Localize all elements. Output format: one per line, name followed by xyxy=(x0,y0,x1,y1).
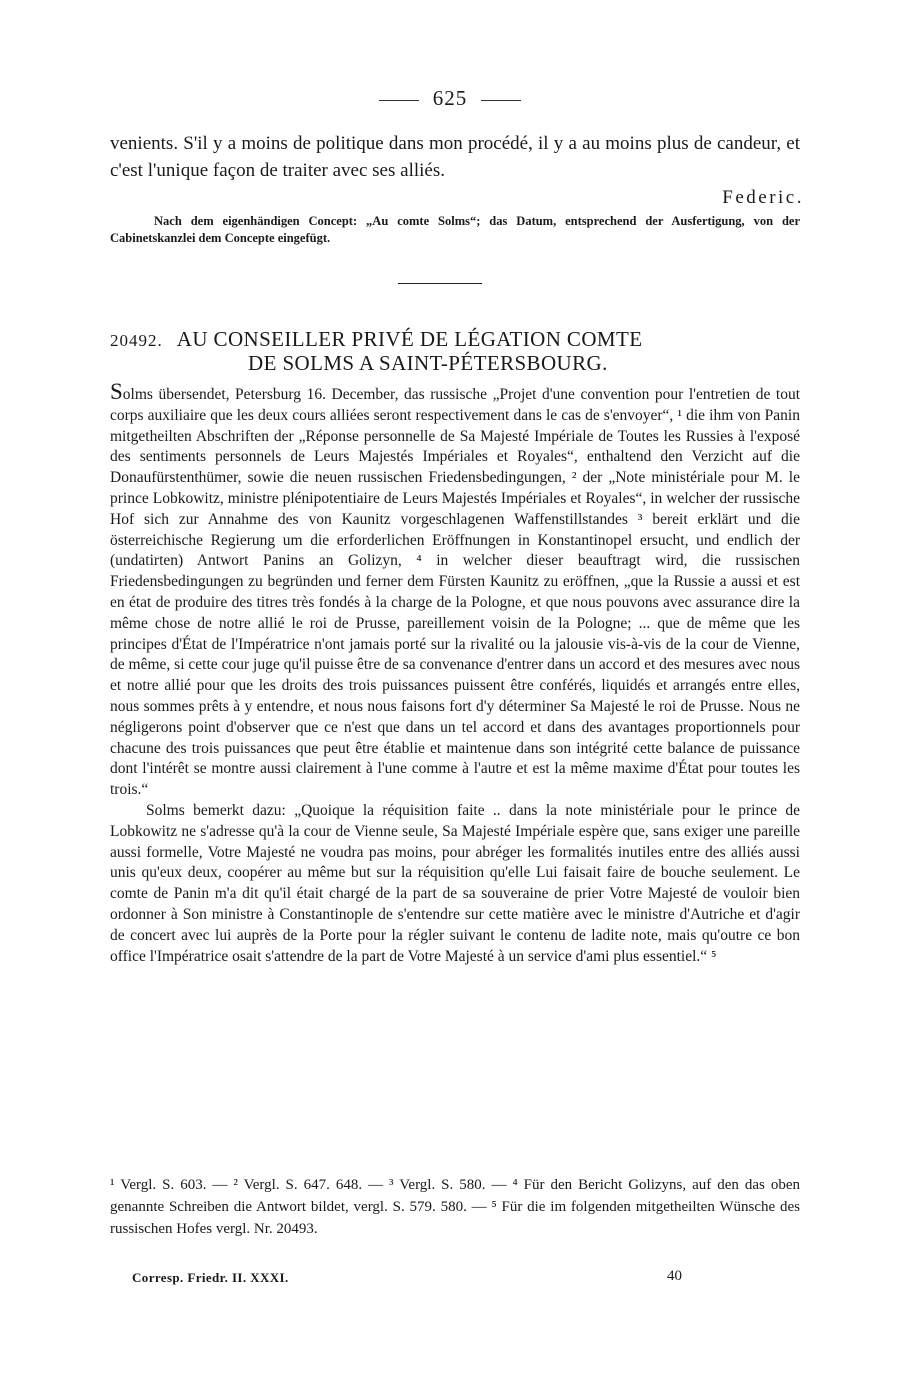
section-divider xyxy=(398,283,482,284)
signature: Federic. xyxy=(722,187,804,208)
source-note: Nach dem eigenhändigen Concept: „Au comte Solms“; das Datum, entsprechend der Ausfertigung, von der Cabinetskanzlei dem Concepte eingefügt. xyxy=(110,214,800,245)
paragraph-2: Solms bemerkt dazu: „Quoique la réquisition faite .. dans la note ministériale pour le prince de Lobkowitz ne s'adresse qu'à la cour de Vienne seule, Sa Majesté Impériale espère que, sans exiger une pareille aussi formelle, Votre Majesté ne voudra pas moins, pour abréger les formalités inutiles entre des alliés aussi unis qu'eux deux, coopérer au même but sur la réquisition qu'elle Lui faisait faire de bouche seulement. Le comte de Panin m'a dit qu'il était chargé de la part de sa souveraine de prier Votre Majesté de vouloir bien ordonner à Son ministre à Constantinople de s'entendre sur cette matière avec le ministre d'Autriche et d'agir de concert avec lui auprès de la Porte pour la régler suivant le contenu de ladite note, mais qu'outre ce bon office l'Impératrice osait s'attendre de la part de Votre Majesté à un service d'ami plus essentiel.“ ⁵ xyxy=(110,801,800,965)
letter-title-line1 xyxy=(110,328,800,352)
page-number: 625 xyxy=(432,86,468,110)
paragraph-1 xyxy=(110,379,800,801)
letter-body xyxy=(110,379,800,967)
paragraph-1-text: olms übersendet, Petersburg 16. December, das russische „Projet d'une convention pour l'entretien de tout corps auxiliaire que les deux cours alliées seront respectivement dans le cas de s'envoyer“, ¹ die ihm von Panin mitgetheilten Abschriften der „Réponse personnelle de Sa Majesté Impériale de Toutes les Russies à l'exposé des sentiments personnels de Leurs Majestés Impériales et Royales“, enthaltend den Verzicht auf die Donaufürstenthümer, sowie die neuen russischen Friedensbedingungen, ² der „Note ministériale pour M. le prince Lobkowitz, ministre plénipotentiaire de Leurs Majestés Impériales et Royales“, in welcher der russische Hof sich zur Annahme des von Kaunitz vorgeschlagenen Waffenstillstandes ³ bereit erklärt und die österreichische Regierung um die erforderlichen Eröffnungen in Konstantinopel ersucht, und endlich der (undatirten) Antwort Panins an Golizyn, ⁴ in welcher dieser beauftragt wird, die russischen Friedensbedingungen zu begründen und ferner dem Fürsten Kaunitz zu eröffnen, „que la Russie a aussi et est en état de produire des titres très fondés à la charge de la Pologne, et que nous pouvons avec assurance dire la même chose de notre allié le roi de Prusse, pareillement voisin de la Pologne; ... que de même que les principes d'État de l'Impératrice n'ont jamais porté sur la rivalité ou la jalousie vis-à-vis de la cour de Vienne, de même, si cette cour juge qu'il puisse être de sa convenance d'entrer dans un accord et des mesures avec nous et notre allié pour que les droits des trois puissances puissent être conférés, liquidés et arrangés entre elles, nous sommes prêts à y entendre, et nous nous faisons fort d'y déterminer Sa Majesté le roi de Prusse. Nous ne négligerons point d'observer que ce n'est que dans un tel accord et dans des avantages proportionnels pour chacune des trois puissances que peut être établie et maintenue dans son intégrité cette balance de puissance dont l'intérêt se montre aussi clairement à l'une comme à l'autre et est la même maxime d'État pour toutes les trois.“ xyxy=(110,386,800,799)
letter-heading xyxy=(110,328,800,375)
footnotes: ¹ Vergl. S. 603. — ² Vergl. S. 647. 648. — ³ Vergl. S. 580. — ⁴ Für den Bericht Golizyns, auf den das oben genannte Schreiben die Antwort bildet, vergl. S. 579. 580. — ⁵ Für die im folgenden mitgetheilten Wünsche des russischen Hofes vergl. Nr. 20493. xyxy=(110,1177,800,1237)
letter-title-text1: AU CONSEILLER PRIVÉ DE LÉGATION COMTE xyxy=(176,327,643,351)
drop-initial: S xyxy=(110,379,123,404)
header-dash-right xyxy=(481,100,521,101)
header-dash-left xyxy=(379,100,419,101)
page-header xyxy=(0,86,900,111)
footer-signature-mark: Corresp. Friedr. II. XXXI. xyxy=(132,1270,289,1285)
footer-sheet-number: 40 xyxy=(667,1268,682,1284)
letter-number: 20492. xyxy=(110,331,163,350)
letter-title-line2: DE SOLMS A SAINT-PÉTERSBOURG. xyxy=(248,351,608,375)
continuation-text: venients. S'il y a moins de politique dans mon procédé, il y a au moins plus de candeur, et c'est l'unique façon de traiter avec ses alliés. xyxy=(110,133,800,181)
